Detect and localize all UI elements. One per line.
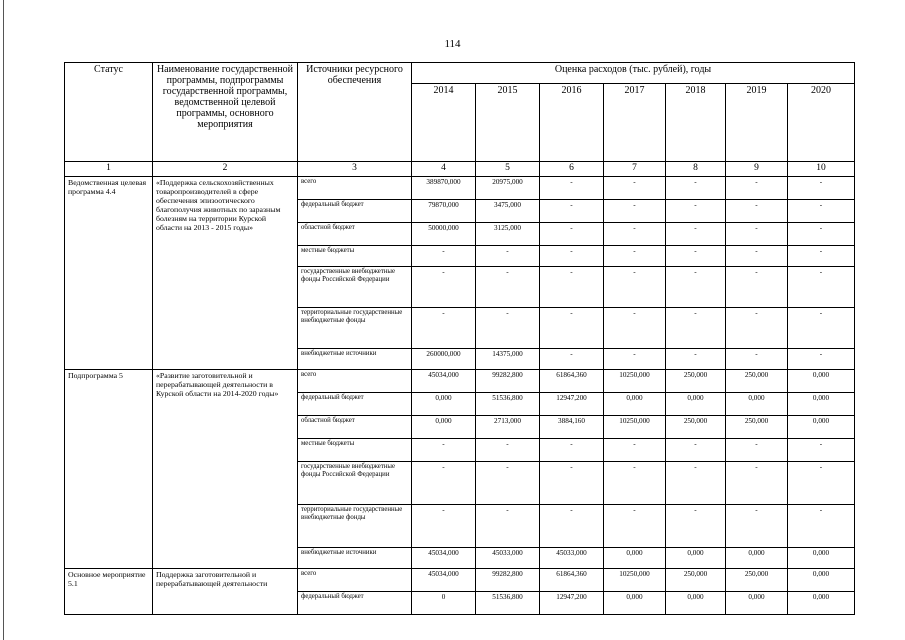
funding-source-cell: местные бюджеты (298, 439, 412, 462)
amount-cell: 0,000 (666, 548, 726, 569)
column-number: 10 (788, 162, 855, 177)
amount-cell: 99282,800 (476, 569, 540, 592)
amount-cell: - (540, 308, 604, 349)
program-name-cell: «Поддержка сельскохозяйственных товаропроизводителей в сфере обеспечения эпизоотического благополучия животных по заразным болезням на территории Курской области на 2013 - 2015 годы» (153, 177, 298, 370)
amount-cell: 0,000 (666, 592, 726, 615)
amount-cell: - (666, 200, 726, 223)
amount-cell: 20975,000 (476, 177, 540, 200)
amount-cell: 45034,000 (412, 569, 476, 592)
header-year: 2020 (788, 84, 855, 162)
amount-cell: 0 (412, 592, 476, 615)
amount-cell: - (666, 246, 726, 267)
amount-cell: - (788, 200, 855, 223)
amount-cell: - (540, 200, 604, 223)
amount-cell: 0,000 (788, 548, 855, 569)
amount-cell: 3475,000 (476, 200, 540, 223)
amount-cell: - (788, 246, 855, 267)
amount-cell: - (476, 308, 540, 349)
amount-cell: 51536,800 (476, 592, 540, 615)
amount-cell: 12947,200 (540, 393, 604, 416)
amount-cell: - (604, 223, 666, 246)
amount-cell: - (604, 462, 666, 505)
amount-cell: - (476, 462, 540, 505)
table-row (65, 370, 855, 393)
amount-cell: - (604, 505, 666, 548)
header-year: 2016 (540, 84, 604, 162)
column-number: 2 (153, 162, 298, 177)
amount-cell: - (476, 267, 540, 308)
amount-cell: - (666, 349, 726, 370)
funding-source-cell: областной бюджет (298, 223, 412, 246)
amount-cell: 0,000 (604, 592, 666, 615)
header-year: 2019 (726, 84, 788, 162)
header-funding-sources: Источники ресурсного обеспечения (298, 63, 412, 162)
amount-cell: - (666, 267, 726, 308)
amount-cell: 0,000 (604, 548, 666, 569)
status-cell: Основное мероприятие 5.1 (65, 569, 153, 615)
amount-cell: - (666, 308, 726, 349)
amount-cell: 12947,200 (540, 592, 604, 615)
amount-cell: - (412, 308, 476, 349)
amount-cell: - (726, 177, 788, 200)
funding-source-cell: федеральный бюджет (298, 393, 412, 416)
funding-source-cell: внебюджетные источники (298, 548, 412, 569)
amount-cell: - (412, 505, 476, 548)
amount-cell: - (726, 308, 788, 349)
amount-cell: - (604, 439, 666, 462)
amount-cell: 0,000 (604, 393, 666, 416)
amount-cell: - (540, 349, 604, 370)
amount-cell: 3884,160 (540, 416, 604, 439)
amount-cell: - (666, 462, 726, 505)
amount-cell: - (476, 439, 540, 462)
program-name-cell: Поддержка заготовительной и перерабатывающей деятельности (153, 569, 298, 615)
column-number: 8 (666, 162, 726, 177)
program-name-cell: «Развитие заготовительной и перерабатывающей деятельности в Курской области на 2014-2020 годы» (153, 370, 298, 569)
funding-source-cell: всего (298, 569, 412, 592)
expenditure-table (64, 62, 855, 615)
amount-cell: - (666, 177, 726, 200)
amount-cell: - (604, 246, 666, 267)
amount-cell: 61864,360 (540, 569, 604, 592)
status-cell: Подпрограмма 5 (65, 370, 153, 569)
column-number: 1 (65, 162, 153, 177)
amount-cell: - (788, 267, 855, 308)
funding-source-cell: территориальные государственные внебюджетные фонды (298, 308, 412, 349)
amount-cell: 0,000 (788, 569, 855, 592)
amount-cell: - (788, 462, 855, 505)
amount-cell: 250,000 (726, 416, 788, 439)
amount-cell: 10250,000 (604, 569, 666, 592)
page-number: 114 (444, 38, 461, 50)
amount-cell: 14375,000 (476, 349, 540, 370)
binding-line (3, 0, 4, 640)
header-year: 2018 (666, 84, 726, 162)
header-expense-estimate: Оценка расходов (тыс. рублей), годы (412, 63, 855, 84)
amount-cell: 45034,000 (412, 548, 476, 569)
amount-cell: - (604, 349, 666, 370)
amount-cell: - (788, 505, 855, 548)
amount-cell: - (788, 439, 855, 462)
amount-cell: 0,000 (788, 370, 855, 393)
status-cell: Ведомственная целевая программа 4.4 (65, 177, 153, 370)
amount-cell: - (726, 505, 788, 548)
amount-cell: 0,000 (726, 393, 788, 416)
amount-cell: - (666, 223, 726, 246)
amount-cell: - (412, 267, 476, 308)
column-number: 7 (604, 162, 666, 177)
amount-cell: 0,000 (788, 592, 855, 615)
amount-cell: 45034,000 (412, 370, 476, 393)
amount-cell: - (540, 246, 604, 267)
amount-cell: - (726, 223, 788, 246)
amount-cell: 51536,800 (476, 393, 540, 416)
funding-source-cell: всего (298, 370, 412, 393)
amount-cell: - (604, 308, 666, 349)
funding-source-cell: федеральный бюджет (298, 200, 412, 223)
amount-cell: - (412, 439, 476, 462)
column-number: 3 (298, 162, 412, 177)
table-row (65, 569, 855, 592)
funding-source-cell: областной бюджет (298, 416, 412, 439)
column-number-row (65, 162, 855, 177)
amount-cell: - (726, 462, 788, 505)
amount-cell: 250,000 (666, 370, 726, 393)
funding-source-cell: федеральный бюджет (298, 592, 412, 615)
header-year: 2017 (604, 84, 666, 162)
amount-cell: - (540, 223, 604, 246)
amount-cell: 0,000 (788, 393, 855, 416)
amount-cell: 260000,000 (412, 349, 476, 370)
header-row (65, 63, 855, 84)
amount-cell: 250,000 (666, 416, 726, 439)
funding-source-cell: внебюджетные источники (298, 349, 412, 370)
header-year: 2015 (476, 84, 540, 162)
header-program-name: Наименование государственной программы, подпрограммы государственной программы, ведомственной целевой программы, основного мероприятия (153, 63, 298, 162)
amount-cell: 0,000 (788, 416, 855, 439)
funding-source-cell: государственные внебюджетные фонды Российской Федерации (298, 462, 412, 505)
amount-cell: - (604, 177, 666, 200)
amount-cell: 2713,000 (476, 416, 540, 439)
amount-cell: 0,000 (412, 393, 476, 416)
amount-cell: - (788, 308, 855, 349)
column-number: 4 (412, 162, 476, 177)
funding-source-cell: государственные внебюджетные фонды Российской Федерации (298, 267, 412, 308)
header-year: 2014 (412, 84, 476, 162)
column-number: 5 (476, 162, 540, 177)
header-status: Статус (65, 63, 153, 162)
amount-cell: - (604, 267, 666, 308)
amount-cell: 10250,000 (604, 370, 666, 393)
funding-source-cell: территориальные государственные внебюджетные фонды (298, 505, 412, 548)
amount-cell: 3125,000 (476, 223, 540, 246)
amount-cell: - (666, 505, 726, 548)
amount-cell: - (540, 177, 604, 200)
amount-cell: 250,000 (726, 569, 788, 592)
amount-cell: - (666, 439, 726, 462)
table-row (65, 177, 855, 200)
amount-cell: - (412, 462, 476, 505)
funding-source-cell: всего (298, 177, 412, 200)
amount-cell: - (726, 267, 788, 308)
amount-cell: - (726, 246, 788, 267)
amount-cell: - (476, 505, 540, 548)
amount-cell: - (540, 439, 604, 462)
amount-cell: - (788, 177, 855, 200)
amount-cell: 250,000 (666, 569, 726, 592)
amount-cell: - (412, 246, 476, 267)
amount-cell: 250,000 (726, 370, 788, 393)
amount-cell: 0,000 (726, 548, 788, 569)
amount-cell: 79870,000 (412, 200, 476, 223)
amount-cell: - (788, 349, 855, 370)
column-number: 6 (540, 162, 604, 177)
amount-cell: - (540, 462, 604, 505)
amount-cell: 45033,000 (476, 548, 540, 569)
column-number: 9 (726, 162, 788, 177)
amount-cell: 10250,000 (604, 416, 666, 439)
amount-cell: - (540, 267, 604, 308)
amount-cell: 61864,360 (540, 370, 604, 393)
amount-cell: - (476, 246, 540, 267)
amount-cell: 0,000 (666, 393, 726, 416)
amount-cell: 45033,000 (540, 548, 604, 569)
amount-cell: - (540, 505, 604, 548)
amount-cell: - (604, 200, 666, 223)
amount-cell: 0,000 (726, 592, 788, 615)
amount-cell: - (726, 349, 788, 370)
amount-cell: 389870,000 (412, 177, 476, 200)
amount-cell: - (788, 223, 855, 246)
amount-cell: - (726, 439, 788, 462)
amount-cell: 50000,000 (412, 223, 476, 246)
amount-cell: 99282,800 (476, 370, 540, 393)
amount-cell: 0,000 (412, 416, 476, 439)
amount-cell: - (726, 200, 788, 223)
funding-source-cell: местные бюджеты (298, 246, 412, 267)
